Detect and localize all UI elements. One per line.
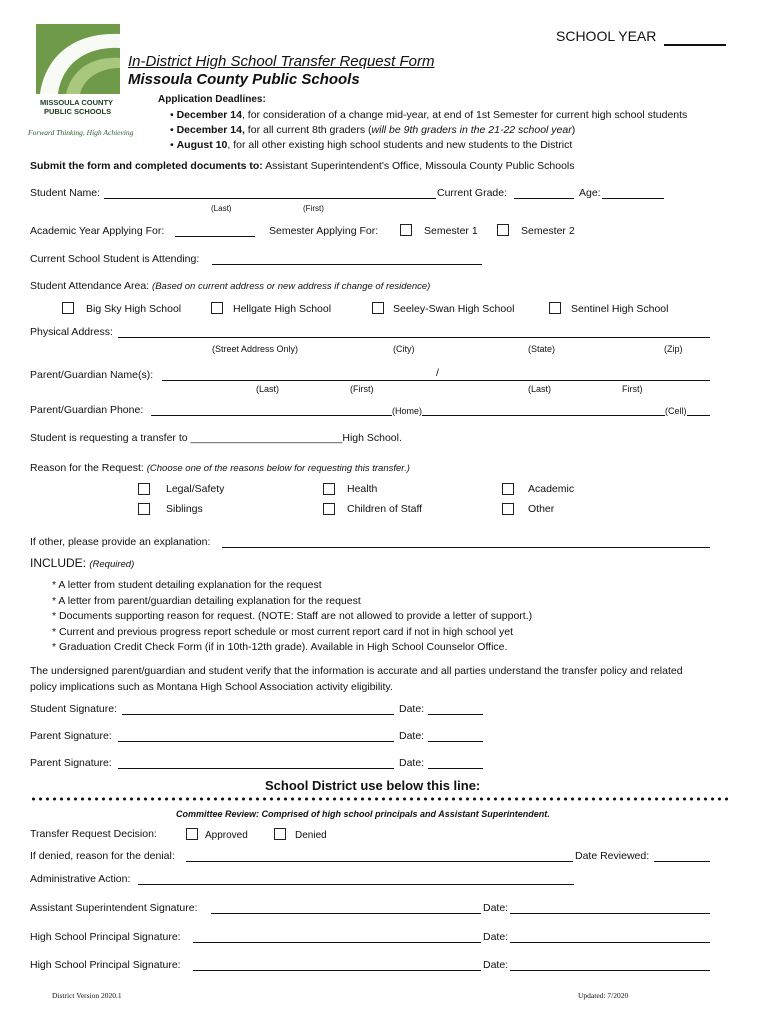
asst-super-signature-label: Assistant Superintendent Signature: <box>30 902 198 914</box>
state-hint: (State) <box>528 344 556 354</box>
school-checkbox-sentinel[interactable] <box>549 302 561 314</box>
zip-hint: (Zip) <box>664 344 683 354</box>
include-item-1: * A letter from student detailing explanation for the request <box>52 579 322 591</box>
district-logo <box>36 24 120 94</box>
guardian-names-label: Parent/Guardian Name(s): <box>30 369 154 381</box>
district-use-heading: School District use below this line: <box>265 778 481 793</box>
footer-updated: Updated: 7/2020 <box>578 991 629 1000</box>
student-date-label: Date: <box>399 703 425 715</box>
school-checkbox-seeley-swan[interactable] <box>372 302 384 314</box>
principal-date-label-2: Date: <box>483 959 509 971</box>
parent-signature-label-2: Parent Signature: <box>30 757 112 769</box>
include-item-3: * Documents supporting reason for request. (NOTE: Staff are not allowed to provide a letter of support.) <box>52 610 533 622</box>
reason-checkbox-siblings[interactable] <box>138 503 150 515</box>
parent-signature-label-1: Parent Signature: <box>30 730 112 742</box>
include-item-4: * Current and previous progress report schedule or most current report card if not in high school yet <box>52 626 514 638</box>
guardian-first-hint-2: First) <box>622 384 643 394</box>
student-name-label: Student Name: <box>30 187 101 199</box>
student-signature-label: Student Signature: <box>30 703 117 715</box>
reason-label-children-of-staff: Children of Staff <box>347 503 423 515</box>
denied-checkbox[interactable] <box>274 828 286 840</box>
principal-date-label-1: Date: <box>483 931 509 943</box>
denial-reason-field[interactable] <box>186 861 573 862</box>
principal-signature-field-2[interactable] <box>193 970 481 971</box>
physical-address-label: Physical Address: <box>30 326 113 338</box>
asst-super-date-field[interactable] <box>510 913 710 914</box>
semester-1-label: Semester 1 <box>424 225 478 237</box>
school-label-hellgate: Hellgate High School <box>233 303 332 315</box>
school-checkbox-big-sky[interactable] <box>62 302 74 314</box>
school-label-sentinel: Sentinel High School <box>571 303 669 315</box>
principal-date-field-1[interactable] <box>510 942 710 943</box>
admin-action-field[interactable] <box>138 884 574 885</box>
school-year-label: SCHOOL YEAR <box>556 28 657 44</box>
student-name-field[interactable] <box>104 198 436 199</box>
deadline-item-2: • December 14, for all current 8th graders (will be 9th graders in the 21-22 school year) <box>170 124 576 136</box>
reason-label-academic: Academic <box>528 483 575 495</box>
current-grade-label: Current Grade: <box>437 187 508 199</box>
form-title: In-District High School Transfer Request Form <box>128 53 435 70</box>
form-subtitle: Missoula County Public Schools <box>128 71 360 88</box>
approved-label: Approved <box>205 830 248 841</box>
guardian-names-field[interactable] <box>162 380 710 381</box>
parent-date-label-1: Date: <box>399 730 425 742</box>
principal-date-field-2[interactable] <box>510 970 710 971</box>
date-reviewed-field[interactable] <box>654 861 710 862</box>
approved-checkbox[interactable] <box>186 828 198 840</box>
include-heading: INCLUDE: (Required) <box>30 556 135 570</box>
current-grade-field[interactable] <box>514 198 574 199</box>
other-explanation-label: If other, please provide an explanation: <box>30 536 211 548</box>
age-field[interactable] <box>602 198 664 199</box>
logo-arc-icon <box>36 24 120 94</box>
asst-super-date-label: Date: <box>483 902 509 914</box>
deadline-item-3: • August 10, for all other existing high school students and new students to the District <box>170 139 573 151</box>
parent-signature-field-2[interactable] <box>118 768 394 769</box>
logo-org-line2: PUBLIC SCHOOLS <box>44 107 112 116</box>
city-hint: (City) <box>393 344 415 354</box>
semester-1-checkbox[interactable] <box>400 224 412 236</box>
guardian-phone-field[interactable] <box>151 415 710 416</box>
semester-2-label: Semester 2 <box>521 225 575 237</box>
street-hint: (Street Address Only) <box>212 344 299 354</box>
school-checkbox-hellgate[interactable] <box>211 302 223 314</box>
current-school-label: Current School Student is Attending: <box>30 253 200 265</box>
physical-address-field[interactable] <box>118 337 710 338</box>
reason-checkbox-other[interactable] <box>502 503 514 515</box>
guardian-last-hint-2: (Last) <box>528 384 552 394</box>
date-reviewed-label: Date Reviewed: <box>575 850 650 862</box>
academic-year-label: Academic Year Applying For: <box>30 225 165 237</box>
student-first-hint: (First) <box>303 204 324 213</box>
academic-year-field[interactable] <box>175 236 255 237</box>
admin-action-label: Administrative Action: <box>30 873 131 885</box>
reason-checkbox-health[interactable] <box>323 483 335 495</box>
include-item-5: * Graduation Credit Check Form (if in 10th-12th grade). Available in High School Counselor Office. <box>52 641 508 653</box>
dotted-divider <box>30 797 730 801</box>
committee-review-note: Committee Review: Comprised of high school principals and Assistant Superintendent. <box>176 809 550 819</box>
principal-signature-label-2: High School Principal Signature: <box>30 959 181 971</box>
age-label: Age: <box>579 187 601 199</box>
guardian-slash: / <box>436 367 439 379</box>
deadlines-heading: Application Deadlines: <box>158 94 266 105</box>
principal-signature-label-1: High School Principal Signature: <box>30 931 181 943</box>
reason-label-other: Other <box>528 503 555 515</box>
current-school-field[interactable] <box>212 264 482 265</box>
decision-label: Transfer Request Decision: <box>30 828 157 840</box>
asst-super-signature-field[interactable] <box>211 913 481 914</box>
attendance-area-label: Student Attendance Area: (Based on current address or new address if change of residence) <box>30 280 431 292</box>
school-year-field[interactable] <box>664 44 726 46</box>
student-date-field[interactable] <box>428 714 483 715</box>
parent-date-label-2: Date: <box>399 757 425 769</box>
phone-cell-hint: (Cell) <box>665 406 687 416</box>
submit-instructions: Submit the form and completed documents to: Assistant Superintendent's Office, Missoula County Public Schools <box>30 160 575 172</box>
reason-checkbox-academic[interactable] <box>502 483 514 495</box>
school-label-big-sky: Big Sky High School <box>86 303 182 315</box>
include-item-2: * A letter from parent/guardian detailing explanation for the request <box>52 595 361 607</box>
transfer-request-line: Student is requesting a transfer to __________________________High School. <box>30 432 402 444</box>
student-signature-field[interactable] <box>122 714 394 715</box>
semester-2-checkbox[interactable] <box>497 224 509 236</box>
school-label-seeley-swan: Seeley-Swan High School <box>393 303 515 315</box>
principal-signature-field-1[interactable] <box>193 942 481 943</box>
reason-checkbox-children-of-staff[interactable] <box>323 503 335 515</box>
verify-line-1: The undersigned parent/guardian and student verify that the information is accurate and all parties understand the transfer policy and related <box>30 665 683 677</box>
logo-tagline: Forward Thinking, High Achieving <box>28 128 134 137</box>
phone-home-hint: (Home) <box>392 406 423 416</box>
deadline-item-1: • December 14, for consideration of a change mid-year, at end of 1st Semester for current high school students <box>170 109 688 121</box>
guardian-first-hint-1: (First) <box>350 384 374 394</box>
footer-version: District Version 2020.1 <box>52 991 122 1000</box>
reason-label-health: Health <box>347 483 378 495</box>
other-explanation-field[interactable] <box>222 547 710 548</box>
transfer-school-field[interactable]: __________________________ <box>190 432 343 444</box>
logo-org-line1: MISSOULA COUNTY <box>40 98 114 107</box>
reason-label-siblings: Siblings <box>166 503 203 515</box>
denied-label: Denied <box>295 830 327 841</box>
parent-date-field-1[interactable] <box>428 741 483 742</box>
parent-date-field-2[interactable] <box>428 768 483 769</box>
reason-label-legal-safety: Legal/Safety <box>166 483 225 495</box>
student-last-hint: (Last) <box>211 204 232 213</box>
guardian-last-hint-1: (Last) <box>256 384 280 394</box>
verify-line-2: policy implications such as Montana High School Association activity eligibility. <box>30 681 393 693</box>
reason-checkbox-legal-safety[interactable] <box>138 483 150 495</box>
semester-label: Semester Applying For: <box>269 225 379 237</box>
reason-label: Reason for the Request: (Choose one of the reasons below for requesting this transfer.) <box>30 462 410 474</box>
denial-reason-label: If denied, reason for the denial: <box>30 850 175 862</box>
guardian-phone-label: Parent/Guardian Phone: <box>30 404 144 416</box>
parent-signature-field-1[interactable] <box>118 741 394 742</box>
